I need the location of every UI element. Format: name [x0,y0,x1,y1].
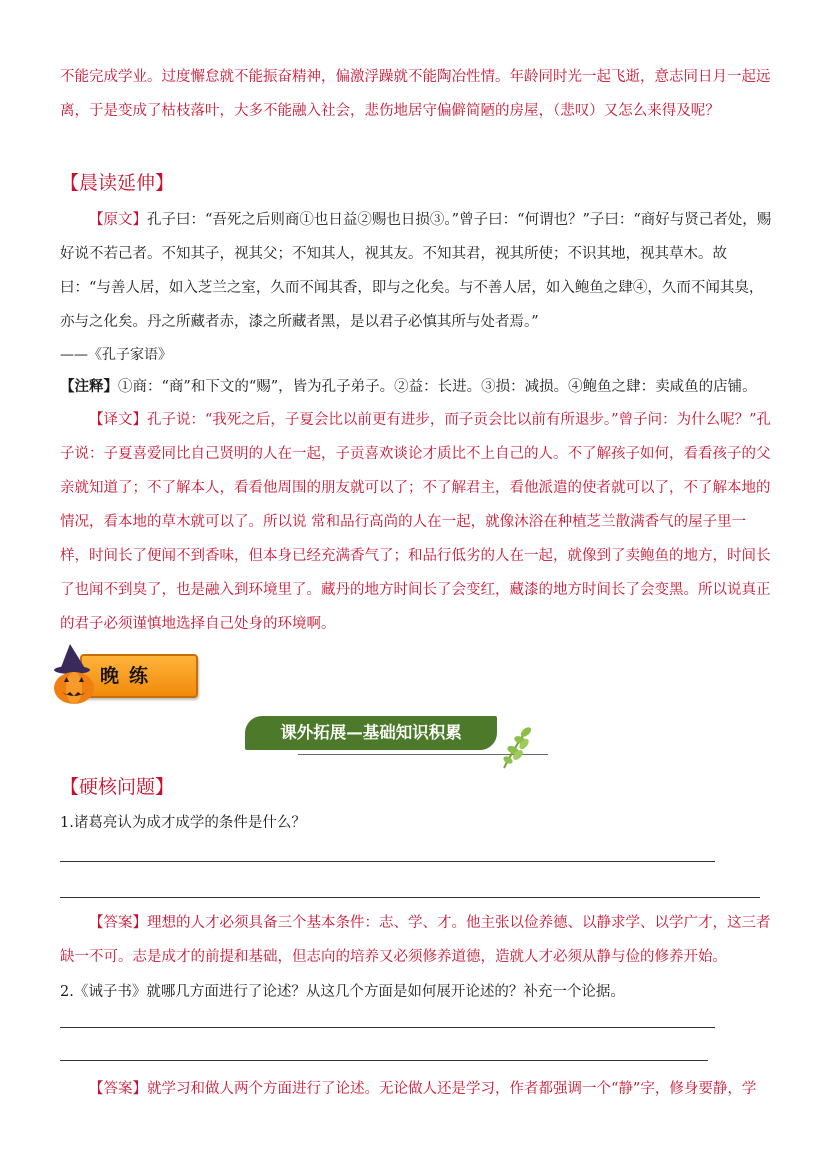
source-citation: ——《孔子家语》 [60,347,172,363]
answer-line [60,861,715,862]
translation-paragraph [60,403,772,641]
question-1: 1.诸葛亮认为成才成学的条件是什么？ [60,815,306,831]
note-text: ①商：“商”和下文的“赐”，皆为孔子弟子。②益：长进。③损：减损。④鲍鱼之肆：卖咸鱼的店铺。 [118,379,757,395]
answer-2-paragraph [60,1072,772,1106]
translation-tag: 【译文】 [89,412,147,428]
answer-2-tag: 【答案】 [89,1081,147,1097]
answer-1-text: 理想的人才必须具备三个基本条件：志、学、才。他主张以俭养德、以静求学、以学广才，这三者缺一不可。志是成才的前提和基础，但志向的培养又必须修养道德，造就人才必须从静与俭的修养开始。 [60,915,771,965]
answer-1-tag: 【答案】 [89,915,147,931]
hard-questions-heading: 【硬核问题】 [60,776,175,798]
answer-2-text: 就学习和做人两个方面进行了论述。无论做人还是学习，作者都强调一个“静”字，修身要静，学 [147,1081,757,1097]
note-tag: 【注释】 [60,378,118,395]
original-text: 孔子曰：“吾死之后则商①也日益②赐也日损③。”曾子曰：“何谓也？”子曰：“商好与贤己者处，赐好说不若己者。不知其子，视其父；不知其人，视其友。不知其君，视其所使；不识其地，视其草木。故曰：“与善人居，如入芝兰之室，久而不闻其香，即与之化矣。与不善人居，如入鲍鱼之肆④，久而不闻其臭，亦与之化矣。丹之所藏者赤，漆之所藏者黑，是以君子必慎其所与处者焉。” [60,212,772,330]
leaf-icon [496,722,536,770]
translation-text: 孔子说：“我死之后，子夏会比以前更有进步，而子贡会比以前有所退步。”曾子问：为什么呢？”孔子说：子夏喜爱同比自己贤明的人在一起，子贡喜欢谈论才质比不上自己的人。不了解孩子如何，看看孩子的父亲就知道了；不了解本人，看看他周围的朋友就可以了；不了解君主，看他派遣的使者就可以了，不了解本地的情况，看本地的草木就可以了。所以说 常和品行高尚的人在一起，就像沐浴在种植芝兰散满香气的屋子里一样，时间长了便闻不到香味，但本身已经充满香气了；和品行低劣的人在一起，就像到了卖鲍鱼的地方，时间长了也闻不到臭了，也是融入到环境里了。藏丹的地方时间长了会变红，藏漆的地方时间长了会变黑。所以说真正的君子必须谨慎地选择自己处身的环境啊。 [60,412,771,632]
top-translation-paragraph: 不能完成学业。过度懈怠就不能振奋精神，偏激浮躁就不能陶冶性情。年龄同时光一起飞逝，意志同日月一起远离，于是变成了枯枝落叶，大多不能融入社会，悲伤地居守偏僻简陋的房屋，（悲叹）又怎么来得及呢？ [60,69,771,119]
evening-label: 晚练 [100,665,159,687]
pumpkin-witch-icon [50,640,106,706]
answer-line [60,1027,715,1028]
answer-line [60,1060,708,1061]
morning-extension-heading: 【晨读延伸】 [60,172,175,194]
answer-line [60,897,760,898]
original-text-paragraph [60,203,772,339]
evening-practice-badge [50,640,198,706]
original-tag: 【原文】 [89,212,147,228]
answer-1-paragraph [60,906,772,974]
annotation-paragraph [60,370,772,404]
section-banner: 课外拓展—基础知识积累 [245,716,497,750]
question-2: 2.《诫子书》就哪几方面进行了论述？从这几个方面是如何展开论述的？补充一个论据。 [60,984,625,1000]
